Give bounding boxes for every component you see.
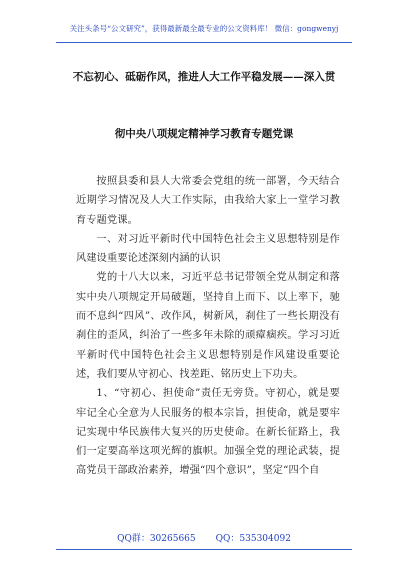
body-paragraph: 党的十八大以来，习近平总书记带领全党从制定和落实中央八项规定开局破题，坚持自上而下、以上率下，驰而不息纠“四风”、改作风，树新风，刹住了一些长期没有刹住的歪风，纠治了一些多年未除的顽瘴痼疾。学习习近平新时代中国特色社会主义思想特别是作风建设重要论述，我们要从守初心、找差距、铭历史上下功夫。 bbox=[76, 272, 340, 380]
document-title-line-2: 彻中央八项规定精神学习教育专题党课 bbox=[114, 128, 294, 140]
document-body bbox=[76, 172, 340, 481]
footer-qq-group: QQ群：30265665 bbox=[117, 534, 196, 544]
body-paragraph: 1、“守初心、担使命”责任无旁贷。守初心，就是要牢记全心全意为人民服务的根本宗旨，担使命，就是要牢记实现中华民族伟大复兴的历史使命。在新长征路上，我们一定要高举这项光辉的旗帜。加强全党的理论武装，提高党员干部政治素养，增强“四个意识”，坚定“四个自 bbox=[76, 388, 340, 477]
header-divider bbox=[56, 42, 352, 43]
body-paragraph: 按照县委和县人大常委会党组的统一部署，今天结合近期学习情况及人大工作实际，由我给大家上一堂学习教育专题党课。 bbox=[76, 176, 340, 226]
document-title-line-1: 不忘初心、砥砺作风，推进人大工作平稳发展——深入贯 bbox=[72, 71, 336, 83]
footer-divider bbox=[56, 549, 352, 550]
header-banner: 关注头条号“公文研究”，获得最新最全最专业的公文资料库！ 微信：gongwenyj bbox=[69, 24, 339, 33]
footer-qq-number: QQ：535304092 bbox=[215, 534, 291, 544]
body-section-heading: 一、对习近平新时代中国特色社会主义思想特别是作风建设重要论述深刻内涵的认识 bbox=[76, 233, 340, 265]
footer-contact bbox=[0, 533, 408, 545]
